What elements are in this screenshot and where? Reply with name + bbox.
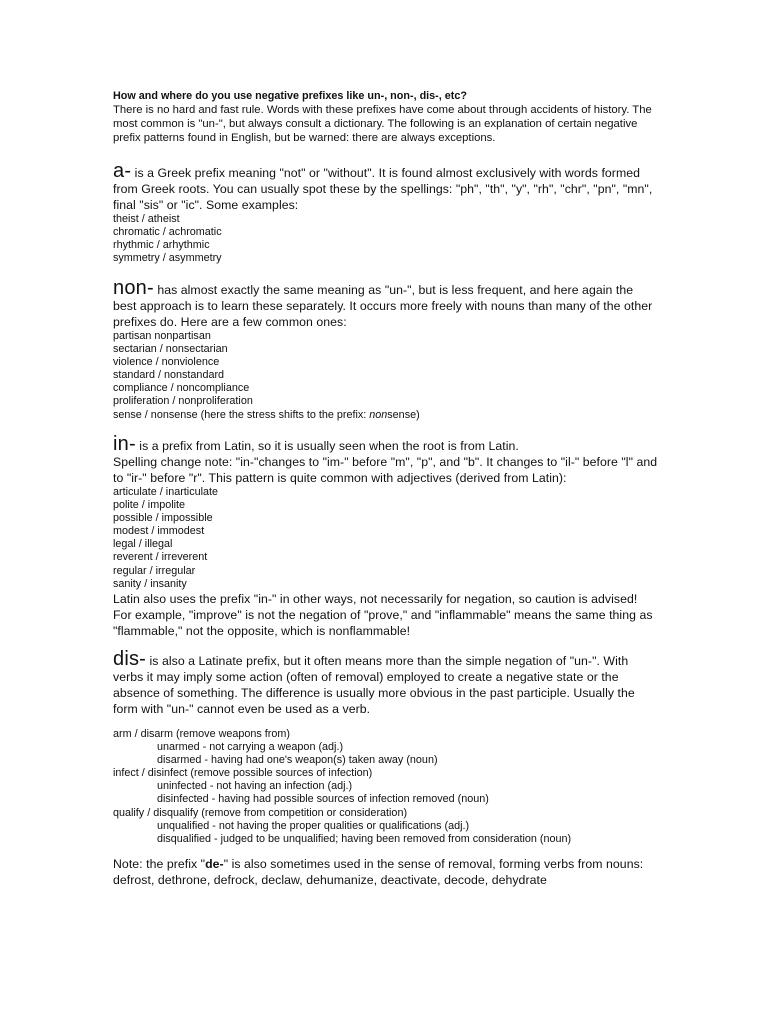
dis-group-item: uninfected - not having an infection (adj.) [157, 780, 353, 793]
prefix-non-heading: non- [113, 277, 154, 299]
list-item: possible / impossible [113, 512, 213, 525]
list-item: rhythmic / arhythmic [113, 239, 210, 252]
section-a-paragraph [113, 160, 658, 213]
note-section [113, 856, 658, 888]
spelling-note: Spelling change note: "in-"changes to "im-" before "m", "p", and "b". It changes to "il-" before "l" and to "ir-" before "r". This pattern is quite common with adjectives (derived from Latin): [113, 455, 658, 485]
list-item: chromatic / achromatic [113, 226, 222, 239]
list-item: violence / nonviolence [113, 356, 220, 369]
section-non-paragraph [113, 277, 658, 330]
section-dis-text: is also a Latinate prefix, but it often means more than the simple negation of "un-". With verbs it may imply some action (often of removal) employed to create a negative state or the absence of something. The difference is usually more obvious in the past participle. Usually the form with "un-" cannot even be used as a verb. [113, 654, 635, 716]
section-a-examples [113, 213, 658, 265]
list-item: standard / nonstandard [113, 369, 225, 382]
list-item: modest / immodest [113, 525, 205, 538]
document-title: How and where do you use negative prefixes like un-, non-, dis-, etc? [113, 90, 467, 102]
last-example-pre: sense / nonsense (here the stress shifts to the prefix: [113, 408, 370, 421]
dis-group-item: disinfected - having had possible sources of infection removed (noun) [157, 793, 489, 806]
section-in-examples [113, 486, 658, 591]
prefix-a-heading: a- [113, 160, 132, 182]
list-item: symmetry / asymmetry [113, 252, 222, 265]
dis-group-item: disqualified - judged to be unqualified; having been removed from consideration (noun) [157, 832, 572, 845]
list-item: theist / atheist [113, 213, 180, 225]
list-item: polite / impolite [113, 499, 186, 512]
section-dis-paragraph [113, 648, 658, 717]
dis-group-item: disarmed - having had one's weapon(s) taken away (noun) [157, 754, 438, 767]
list-item: reverent / irreverent [113, 551, 208, 564]
last-example-emphasis: non [369, 408, 388, 421]
dis-group-item: unarmed - not carrying a weapon (adj.) [157, 741, 344, 754]
prefix-dis-heading: dis- [113, 648, 147, 670]
document-page [113, 90, 658, 887]
dis-group [113, 728, 658, 767]
section-non-text: has almost exactly the same meaning as "un-", but is less frequent, and here again the best approach is to learn these separately. It occurs more freely with nouns than many of the other prefixes do. Here are a few common ones: [113, 283, 653, 329]
section-in-paragraph [113, 433, 658, 455]
list-item: sectarian / nonsectarian [113, 343, 228, 356]
section-in-text: is a prefix from Latin, so it is usually seen when the root is from Latin. [139, 439, 519, 453]
dis-group [113, 807, 658, 846]
section-in [113, 433, 658, 639]
dis-group-item: unqualified - not having the proper qualities or qualifications (adj.) [157, 819, 470, 832]
section-non [113, 277, 658, 422]
last-example-post: sense) [387, 408, 420, 421]
dis-group [113, 767, 658, 806]
section-a-text: is a Greek prefix meaning "not" or "without". It is found almost exclusively with words formed from Greek roots. You can usually spot these by the spellings: "ph", "th", "y", "rh", "chr", "pn", "mn", final "sis" or "ic". Some examples: [113, 166, 653, 212]
list-item: articulate / inarticulate [113, 486, 219, 498]
list-item: legal / illegal [113, 538, 173, 551]
intro-paragraph: There is no hard and fast rule. Words with these prefixes have come about through accidents of history. The most common is "un-", but always consult a dictionary. The following is an explanation of certain negative prefix patterns found in English, but be warned: there are always exceptions. [113, 104, 652, 145]
dis-group-head: qualify / disqualify (remove from competition or consideration) [113, 806, 408, 819]
list-item: proliferation / nonproliferation [113, 395, 253, 408]
dis-group-head: infect / disinfect (remove possible sources of infection) [113, 767, 373, 780]
note-post: " is also sometimes used in the sense of removal, forming verbs from nouns: defrost, dethrone, defrock, declaw, dehumanize, deactivate, decode, dehydrate [113, 857, 644, 887]
note-paragraph [113, 856, 658, 888]
list-item: regular / irregular [113, 564, 196, 577]
note-prefix-de: de- [205, 857, 224, 871]
section-dis [113, 648, 658, 846]
list-item [113, 409, 658, 422]
prefix-in-heading: in- [113, 433, 136, 455]
list-item: sanity / insanity [113, 577, 187, 590]
list-item: partisan nonpartisan [113, 330, 211, 342]
dis-group-head: arm / disarm (remove weapons from) [113, 728, 290, 740]
caution-paragraph: Latin also uses the prefix "in-" in other ways, not necessarily for negation, so caution is advised! For example, "improve" is not the negation of "prove," and "inflammable" means the same thing as "flammable," not the opposite, which is nonflammable! [113, 591, 653, 638]
section-a [113, 160, 658, 265]
section-non-examples [113, 330, 658, 422]
note-pre: Note: the prefix " [113, 857, 206, 871]
list-item: compliance / noncompliance [113, 382, 250, 395]
